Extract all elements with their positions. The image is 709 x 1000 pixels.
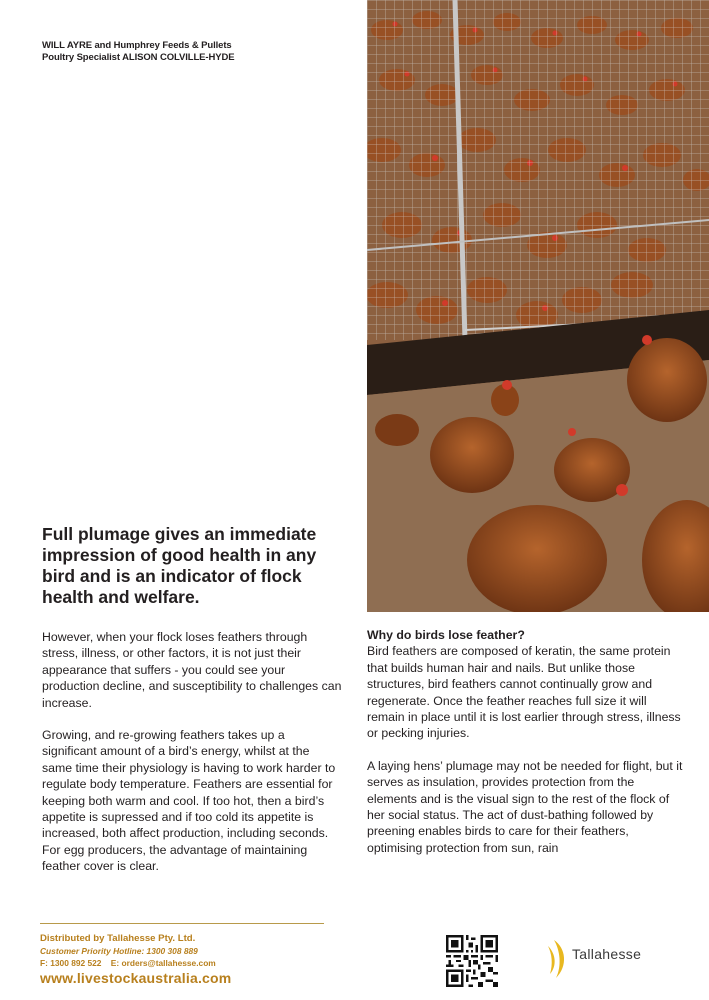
body-paragraph: Growing, and re-growing feathers takes up a significant amount of a bird’s energy, whilst at the same time their physiology is having to work harder to regulate body temperature. Feathers are essential for keeping both warm and cool. If too hot, then a bird’s appetite is supressed and if too cold its appetite is increased, both affect production, including seconds. For egg producers, the advantage of maintaining feather cover is clear.	[42, 728, 336, 874]
author-byline	[42, 40, 234, 64]
qr-code-icon[interactable]	[446, 935, 498, 987]
lead-paragraph: Full plumage gives an immediate impression of good health in any bird and is an indicator of flock health and welfare.	[42, 524, 317, 607]
website-link[interactable]: www.livestockaustralia.com	[40, 970, 232, 986]
author-name-1: WILL AYRE	[42, 40, 92, 51]
distributor-line: Distributed by Tallahesse Pty. Ltd.	[40, 933, 196, 944]
hens-photo-illustration	[367, 0, 709, 612]
byline-line-2	[42, 52, 234, 64]
right-column	[367, 627, 685, 872]
left-column	[42, 629, 342, 891]
author-name-2: ALISON COLVILLE-HYDE	[122, 52, 235, 63]
author-role-2: Poultry Specialist	[42, 52, 123, 63]
hotline-line: Customer Priority Hotline: 1300 308 889	[40, 946, 198, 956]
hens-photo	[367, 0, 709, 612]
footer-contact	[40, 932, 231, 986]
logo-wordmark: Tallahesse	[572, 946, 642, 962]
body-paragraph: However, when your flock loses feathers through stress, illness, or other factors, it is not just their appearance that suffers - you could see your production decline, and susceptibility to challenges can increase.	[42, 630, 342, 710]
footer-divider	[40, 923, 324, 924]
body-paragraph: A laying hens’ plumage may not be needed for flight, but it serves as insulation, provides protection from the elements and is the visual sign to the rest of the flock of her social status. The act of dust-bathing followed by preening enables birds to care for their feathers, optimising protection from sun, rain	[367, 758, 683, 855]
body-paragraph: Bird feathers are composed of keratin, the same protein that builds human hair and nails. But unlike those structures, bird feathers cannot continually grow and regenerate. Once the feather reaches full size it will remain in place until it is lost earlier through stress, illness or pecking injuries.	[367, 644, 681, 741]
section-heading: Why do birds lose feather?	[367, 628, 525, 642]
author-affiliation-1: and Humphrey Feeds & Pullets	[91, 40, 232, 51]
fax-email-line[interactable]: F: 1300 892 522 E: orders@tallahesse.com	[40, 958, 216, 968]
byline-line-1	[42, 40, 234, 52]
